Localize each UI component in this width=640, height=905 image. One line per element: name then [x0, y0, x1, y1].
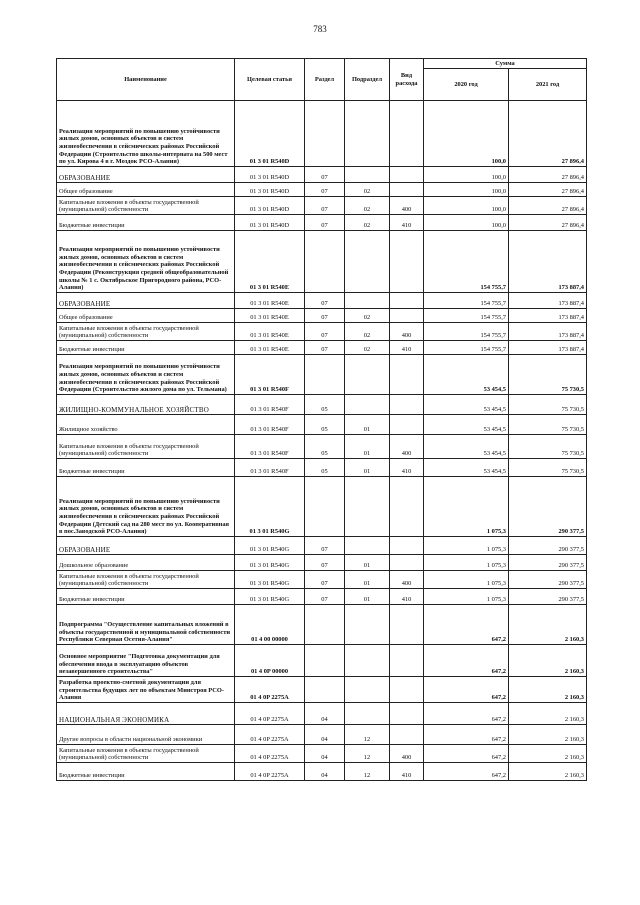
row-value-2020: 53 454,5	[424, 355, 509, 395]
row-name: Бюджетные инвестиции	[57, 589, 235, 605]
row-subsection	[345, 231, 390, 293]
row-kind	[390, 605, 424, 645]
row-kind	[390, 703, 424, 725]
row-subsection: 02	[345, 309, 390, 323]
table-row	[57, 459, 587, 477]
row-section: 07	[305, 341, 345, 355]
table-row	[57, 355, 587, 395]
row-target-code: 01 4 0P 2275A	[235, 725, 305, 745]
row-kind: 400	[390, 435, 424, 459]
row-value-2020: 154 755,7	[424, 309, 509, 323]
row-value-2020: 1 075,3	[424, 555, 509, 571]
table-row	[57, 167, 587, 183]
table-row	[57, 293, 587, 309]
row-name: Подпрограмма "Осуществление капитальных вложений в объекты государственной и муниципальной собственности Республики Северная Осетия-Алания"	[57, 605, 235, 645]
row-subsection: 02	[345, 215, 390, 231]
row-subsection	[345, 645, 390, 677]
row-name: Разработка проектно-сметной документации для строительства будущих лет по объектам Минстроя РСО-Алания	[57, 677, 235, 703]
row-value-2020: 100,0	[424, 197, 509, 215]
row-value-2020: 53 454,5	[424, 459, 509, 477]
row-target-code: 01 3 01 R540E	[235, 323, 305, 341]
table-row	[57, 605, 587, 645]
row-section: 07	[305, 323, 345, 341]
row-section: 07	[305, 293, 345, 309]
row-subsection: 01	[345, 571, 390, 589]
row-subsection: 02	[345, 197, 390, 215]
row-kind	[390, 167, 424, 183]
row-target-code: 01 3 01 R540F	[235, 415, 305, 435]
header-subsection: Подраздел	[345, 59, 390, 101]
row-kind	[390, 101, 424, 167]
row-section: 05	[305, 459, 345, 477]
row-value-2021: 173 887,4	[509, 309, 587, 323]
row-section: 07	[305, 555, 345, 571]
row-name: Капитальные вложения в объекты государственной (муниципальной) собственности	[57, 435, 235, 459]
table-row	[57, 677, 587, 703]
row-section: 05	[305, 435, 345, 459]
row-section: 07	[305, 571, 345, 589]
row-value-2020: 100,0	[424, 183, 509, 197]
row-value-2020: 647,2	[424, 703, 509, 725]
row-value-2021: 173 887,4	[509, 293, 587, 309]
row-value-2021: 2 160,3	[509, 725, 587, 745]
row-value-2020: 1 075,3	[424, 537, 509, 555]
table-row	[57, 763, 587, 781]
row-value-2021: 75 730,5	[509, 395, 587, 415]
row-value-2020: 53 454,5	[424, 395, 509, 415]
row-value-2020: 1 075,3	[424, 571, 509, 589]
row-value-2020: 647,2	[424, 725, 509, 745]
row-value-2020: 647,2	[424, 677, 509, 703]
row-kind	[390, 537, 424, 555]
row-kind	[390, 293, 424, 309]
row-name: Реализация мероприятий по повышению устойчивости жилых домов, основных объектов и систем жизнеобеспечения в сейсмических районах Российской Федерации (Строительство школы-интерната на 500 мест по ул. Кирова 4 в г. Моздок РСО-Алания)	[57, 101, 235, 167]
table-row	[57, 309, 587, 323]
row-name: Общее образование	[57, 309, 235, 323]
row-name: Реализация мероприятий по повышению устойчивости жилых домов, основных объектов и систем жизнеобеспечения в сейсмических районах Российской Федерации (Детский сад на 280 мест по ул. Кооперативная в пос.Заводской РСО-Алания)	[57, 477, 235, 537]
row-section	[305, 101, 345, 167]
row-value-2021: 290 377,5	[509, 477, 587, 537]
row-section: 07	[305, 215, 345, 231]
table-row	[57, 555, 587, 571]
row-name: Бюджетные инвестиции	[57, 763, 235, 781]
row-kind	[390, 183, 424, 197]
row-kind: 410	[390, 763, 424, 781]
row-target-code: 01 3 01 R540F	[235, 459, 305, 477]
row-kind: 410	[390, 341, 424, 355]
row-kind: 400	[390, 197, 424, 215]
row-kind	[390, 395, 424, 415]
row-target-code: 01 3 01 R540G	[235, 589, 305, 605]
row-section: 04	[305, 745, 345, 763]
row-kind: 410	[390, 459, 424, 477]
row-subsection: 01	[345, 415, 390, 435]
row-target-code: 01 4 0P 00000	[235, 645, 305, 677]
row-target-code: 01 3 01 R540D	[235, 215, 305, 231]
row-subsection	[345, 537, 390, 555]
row-section	[305, 645, 345, 677]
row-name: Жилищное хозяйство	[57, 415, 235, 435]
row-target-code: 01 3 01 R540D	[235, 167, 305, 183]
row-section: 07	[305, 589, 345, 605]
row-value-2021: 2 160,3	[509, 645, 587, 677]
row-name: ОБРАЗОВАНИЕ	[57, 167, 235, 183]
page-number: 783	[313, 24, 327, 34]
row-subsection	[345, 167, 390, 183]
table-row	[57, 415, 587, 435]
row-value-2020: 1 075,3	[424, 589, 509, 605]
row-section: 05	[305, 415, 345, 435]
table-row	[57, 197, 587, 215]
row-value-2021: 75 730,5	[509, 435, 587, 459]
row-name: ОБРАЗОВАНИЕ	[57, 293, 235, 309]
row-value-2021: 27 896,4	[509, 183, 587, 197]
header-sum: Сумма	[424, 59, 587, 69]
row-section	[305, 231, 345, 293]
row-name: Реализация мероприятий по повышению устойчивости жилых домов, основных объектов и систем жизнеобеспечения в сейсмических районах Российской Федерации (Реконструкция средней общеобразовательной школы № 1 с. Октябрьское Пригородного района, РСО-Алания)	[57, 231, 235, 293]
row-kind	[390, 309, 424, 323]
table-row	[57, 645, 587, 677]
header-section: Раздел	[305, 59, 345, 101]
row-target-code: 01 3 01 R540D	[235, 197, 305, 215]
row-section: 07	[305, 197, 345, 215]
row-value-2020: 100,0	[424, 101, 509, 167]
row-subsection	[345, 605, 390, 645]
row-value-2021: 2 160,3	[509, 745, 587, 763]
row-target-code: 01 4 00 00000	[235, 605, 305, 645]
row-name: Общее образование	[57, 183, 235, 197]
row-value-2021: 173 887,4	[509, 231, 587, 293]
row-target-code: 01 3 01 R540F	[235, 355, 305, 395]
row-target-code: 01 3 01 R540G	[235, 537, 305, 555]
row-subsection	[345, 355, 390, 395]
row-section: 07	[305, 167, 345, 183]
header-name: Наименование	[57, 59, 235, 101]
row-kind	[390, 355, 424, 395]
row-value-2021: 27 896,4	[509, 215, 587, 231]
table-row	[57, 703, 587, 725]
row-value-2021: 2 160,3	[509, 763, 587, 781]
row-subsection: 01	[345, 555, 390, 571]
row-section: 04	[305, 763, 345, 781]
table-row	[57, 231, 587, 293]
header-kind: Вид расхода	[390, 59, 424, 101]
row-target-code: 01 3 01 R540E	[235, 309, 305, 323]
row-value-2021: 75 730,5	[509, 415, 587, 435]
row-value-2021: 75 730,5	[509, 355, 587, 395]
table-row	[57, 323, 587, 341]
row-target-code: 01 4 0P 2275A	[235, 703, 305, 725]
row-kind	[390, 555, 424, 571]
row-value-2021: 290 377,5	[509, 537, 587, 555]
row-value-2020: 154 755,7	[424, 341, 509, 355]
row-subsection: 02	[345, 183, 390, 197]
row-subsection: 01	[345, 589, 390, 605]
row-value-2021: 290 377,5	[509, 589, 587, 605]
row-name: Капитальные вложения в объекты государственной (муниципальной) собственности	[57, 745, 235, 763]
table-row	[57, 745, 587, 763]
row-subsection: 01	[345, 459, 390, 477]
row-name: Капитальные вложения в объекты государственной (муниципальной) собственности	[57, 197, 235, 215]
table-row	[57, 725, 587, 745]
row-value-2021: 290 377,5	[509, 571, 587, 589]
row-kind: 410	[390, 215, 424, 231]
row-value-2020: 154 755,7	[424, 231, 509, 293]
row-name: ЖИЛИЩНО-КОММУНАЛЬНОЕ ХОЗЯЙСТВО	[57, 395, 235, 415]
row-name: Капитальные вложения в объекты государственной (муниципальной) собственности	[57, 323, 235, 341]
header-year-2021: 2021 год	[509, 69, 587, 101]
row-target-code: 01 3 01 R540E	[235, 293, 305, 309]
row-value-2020: 154 755,7	[424, 293, 509, 309]
table-row	[57, 215, 587, 231]
row-value-2020: 647,2	[424, 763, 509, 781]
table-row	[57, 537, 587, 555]
row-kind	[390, 477, 424, 537]
row-section: 05	[305, 395, 345, 415]
table-body	[57, 101, 587, 781]
row-value-2021: 27 896,4	[509, 101, 587, 167]
row-value-2020: 1 075,3	[424, 477, 509, 537]
row-value-2021: 173 887,4	[509, 341, 587, 355]
budget-table	[56, 58, 587, 781]
table-row	[57, 101, 587, 167]
row-kind	[390, 725, 424, 745]
table-row	[57, 395, 587, 415]
row-subsection: 12	[345, 725, 390, 745]
row-kind: 400	[390, 745, 424, 763]
row-section: 07	[305, 183, 345, 197]
row-subsection	[345, 477, 390, 537]
table-row	[57, 589, 587, 605]
table-row	[57, 435, 587, 459]
row-subsection	[345, 677, 390, 703]
row-value-2021: 290 377,5	[509, 555, 587, 571]
row-name: Бюджетные инвестиции	[57, 459, 235, 477]
row-section	[305, 677, 345, 703]
row-target-code: 01 4 0P 2275A	[235, 677, 305, 703]
row-name: ОБРАЗОВАНИЕ	[57, 537, 235, 555]
row-value-2020: 53 454,5	[424, 435, 509, 459]
row-name: Дошкольное образование	[57, 555, 235, 571]
row-kind	[390, 415, 424, 435]
row-value-2020: 647,2	[424, 745, 509, 763]
table-row	[57, 477, 587, 537]
row-value-2020: 100,0	[424, 167, 509, 183]
row-target-code: 01 3 01 R540D	[235, 183, 305, 197]
row-target-code: 01 3 01 R540E	[235, 341, 305, 355]
row-value-2020: 53 454,5	[424, 415, 509, 435]
row-target-code: 01 3 01 R540E	[235, 231, 305, 293]
row-section	[305, 355, 345, 395]
row-subsection	[345, 703, 390, 725]
row-section	[305, 477, 345, 537]
header-year-2020: 2020 год	[424, 69, 509, 101]
row-target-code: 01 3 01 R540G	[235, 555, 305, 571]
row-name: Основное мероприятие "Подготовка документации для обеспечения ввода в эксплуатацию объектов незавершенного строительства"	[57, 645, 235, 677]
row-subsection	[345, 101, 390, 167]
row-kind: 400	[390, 323, 424, 341]
table-row	[57, 341, 587, 355]
row-value-2021: 173 887,4	[509, 323, 587, 341]
row-kind: 410	[390, 589, 424, 605]
row-target-code: 01 3 01 R540F	[235, 395, 305, 415]
row-target-code: 01 3 01 R540D	[235, 101, 305, 167]
table-row	[57, 183, 587, 197]
row-target-code: 01 3 01 R540G	[235, 571, 305, 589]
row-name: Капитальные вложения в объекты государственной (муниципальной) собственности	[57, 571, 235, 589]
row-subsection: 02	[345, 341, 390, 355]
row-section: 04	[305, 703, 345, 725]
row-section: 04	[305, 725, 345, 745]
row-subsection: 01	[345, 435, 390, 459]
row-value-2021: 2 160,3	[509, 605, 587, 645]
row-subsection	[345, 395, 390, 415]
row-section: 07	[305, 309, 345, 323]
row-subsection: 12	[345, 763, 390, 781]
row-value-2020: 100,0	[424, 215, 509, 231]
row-value-2020: 647,2	[424, 605, 509, 645]
row-kind: 400	[390, 571, 424, 589]
row-name: Другие вопросы в области национальной экономики	[57, 725, 235, 745]
row-value-2021: 27 896,4	[509, 197, 587, 215]
row-name: Бюджетные инвестиции	[57, 215, 235, 231]
row-target-code: 01 4 0P 2275A	[235, 745, 305, 763]
row-value-2020: 154 755,7	[424, 323, 509, 341]
row-value-2021: 75 730,5	[509, 459, 587, 477]
row-value-2021: 2 160,3	[509, 677, 587, 703]
header-target: Целевая статья	[235, 59, 305, 101]
row-value-2021: 2 160,3	[509, 703, 587, 725]
row-target-code: 01 3 01 R540G	[235, 477, 305, 537]
row-section	[305, 605, 345, 645]
row-name: Реализация мероприятий по повышению устойчивости жилых домов, основных объектов и систем жизнеобеспечения в сейсмических районах Российской Федерации (Строительство жилого дома по ул. Тельмана)	[57, 355, 235, 395]
row-subsection	[345, 293, 390, 309]
row-target-code: 01 3 01 R540F	[235, 435, 305, 459]
row-section: 07	[305, 537, 345, 555]
row-value-2020: 647,2	[424, 645, 509, 677]
row-target-code: 01 4 0P 2275A	[235, 763, 305, 781]
row-value-2021: 27 896,4	[509, 167, 587, 183]
row-subsection: 12	[345, 745, 390, 763]
row-kind	[390, 231, 424, 293]
row-kind	[390, 677, 424, 703]
row-subsection: 02	[345, 323, 390, 341]
row-name: Бюджетные инвестиции	[57, 341, 235, 355]
table-row	[57, 571, 587, 589]
row-name: НАЦИОНАЛЬНАЯ ЭКОНОМИКА	[57, 703, 235, 725]
row-kind	[390, 645, 424, 677]
